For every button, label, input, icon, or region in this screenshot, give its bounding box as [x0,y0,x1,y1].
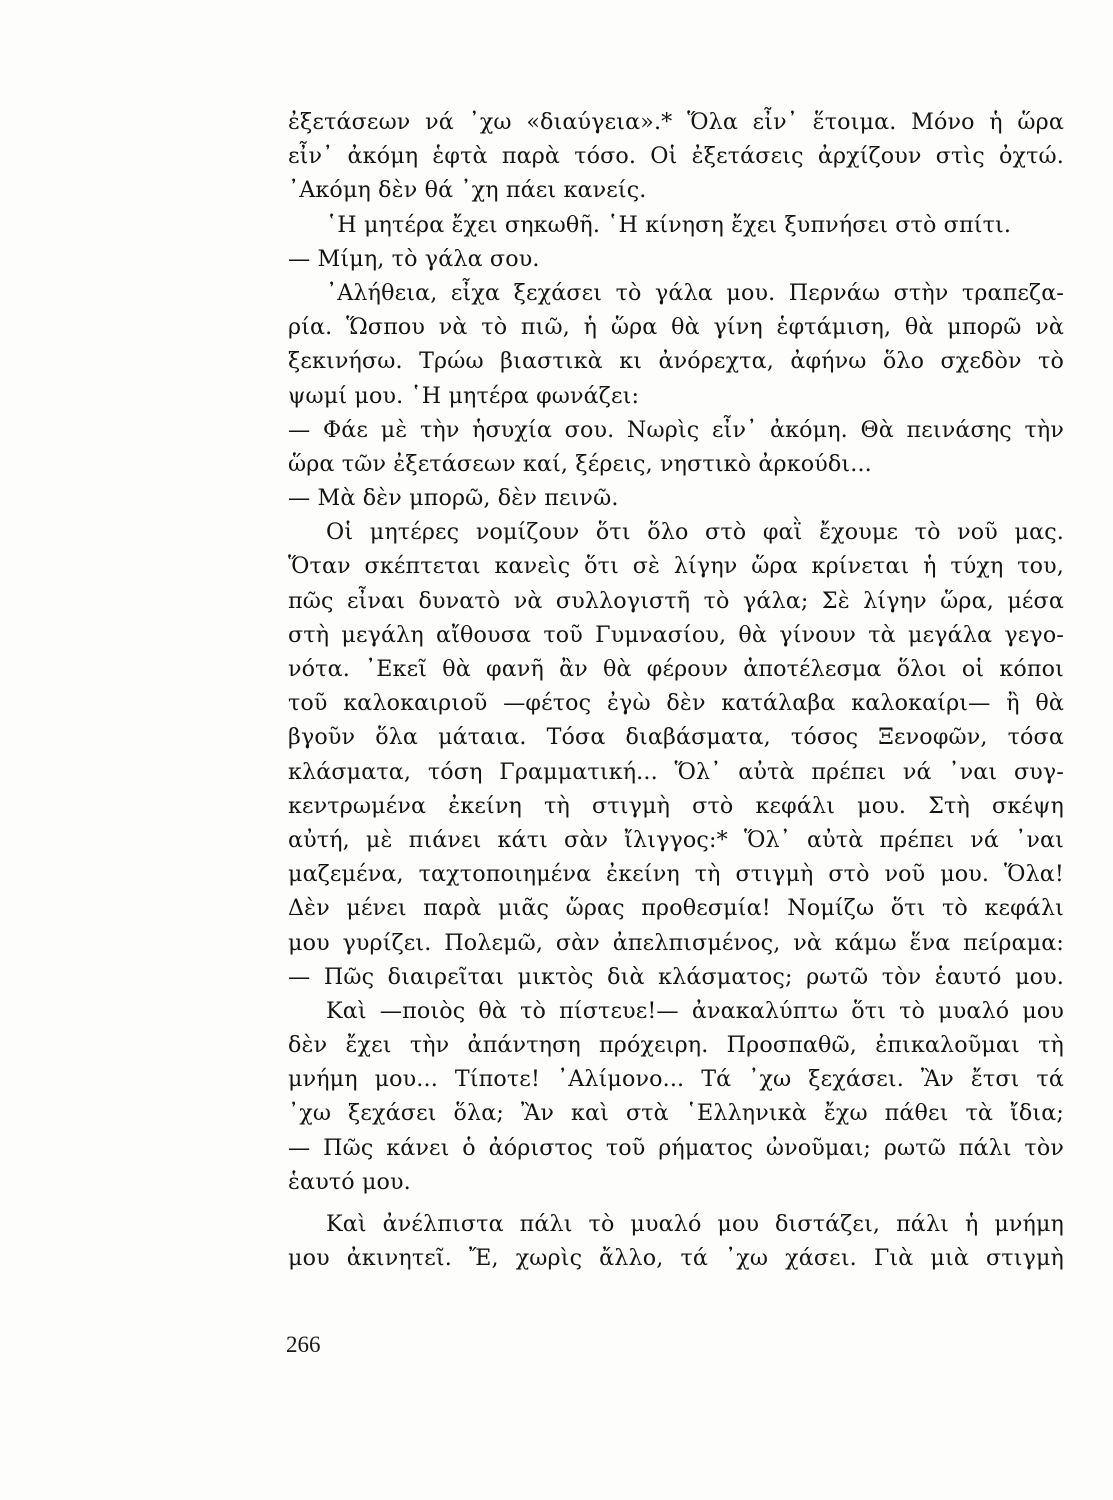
text-line: Καὶ —ποιὸς θὰ τὸ πίστευε!— ἀνακαλύπτω ὅτι τὸ μυαλό μου [326,997,1064,1024]
text-line: μνήμη μου... Τίποτε! ᾿Αλίμονο... Τά ᾿χω ξεχάσει. Ἂν ἔτσι τά [288,1066,1064,1093]
text-line: Οἱ μητέρες νομίζουν ὅτι ὅλο στὸ φαῒ ἔχουμε τὸ νοῦ μας. [326,519,1064,546]
text-line: Ὅταν σκέπτεται κανεὶς ὅτι σὲ λίγην ὥρα κρίνεται ἡ τύχη του, [288,553,1064,580]
text-line: ᾿Αλήθεια, εἶχα ξεχάσει τὸ γάλα μου. Περνάω στὴν τραπεζα- [326,279,1064,306]
text-line: βγοῦν ὅλα μάταια. Τόσα διαβάσματα, τόσος Ξενοφῶν, τόσα [288,724,1064,751]
text-line: αὐτή, μὲ πιάνει κάτι σὰν ἴλιγγος:* Ὅλ᾿ αὐτὰ πρέπει νά ᾿ναι [288,826,1064,853]
text-line: Δὲν μένει παρὰ μιᾶς ὥρας προθεσμία! Νομίζω ὅτι τὸ κεφάλι [288,895,1064,922]
text-line: μου ἀκινητεῖ. Ἔ, χωρὶς ἄλλο, τά ᾿χω χάσει. Γιὰ μιὰ στιγμὴ [288,1245,1064,1272]
text-line: ὥρα τῶν ἐξετάσεων καί, ξέρεις, νηστικὸ ἀρκούδι... [288,450,872,477]
page-number: 266 [286,1332,321,1357]
text-line: κλάσματα, τόση Γραμματική... Ὅλ᾿ αὐτὰ πρέπει νά ᾿ναι συγ- [288,758,1064,785]
text-line: ῾Η μητέρα ἔχει σηκωθῆ. ῾Η κίνηση ἔχει ξυπνήσει στὸ σπίτι. [326,211,1012,238]
text-line: μου γυρίζει. Πολεμῶ, σὰν ἀπελπισμένος, νὰ κάμω ἕνα πείραμα: [288,929,1064,956]
text-line: εἶν᾿ ἀκόμη ἑφτὰ παρὰ τόσο. Οἱ ἐξετάσεις ἀρχίζουν στὶς ὀχτώ. [288,143,1064,170]
text-line: ψωμί μου. ῾Η μητέρα φωνάζει: [288,382,640,409]
text-line: ᾿Ακόμη δὲν θά ᾿χη πάει κανείς. [288,177,647,204]
text-line: ᾿χω ξεχάσει ὅλα; Ἂν καὶ στὰ ῾Ελληνικὰ ἔχω πάθει τὰ ἴδια; [288,1100,1064,1127]
text-line: πῶς εἶναι δυνατὸ νὰ συλλογιστῆ τὸ γάλα; Σὲ λίγην ὥρα, μέσα [288,587,1064,614]
text-line: δὲν ἔχει τὴν ἀπάντηση πρόχειρη. Προσπαθῶ, ἐπικαλοῦμαι τὴ [288,1032,1064,1059]
text-line: — Πῶς διαιρεῖται μικτὸς διὰ κλάσματος; ρωτῶ τὸν ἑαυτό μου. [288,963,1064,990]
text-line: ξεκινήσω. Τρώω βιαστικὰ κι ἀνόρεχτα, ἀφήνω ὅλο σχεδὸν τὸ [288,348,1064,375]
text-line: Καὶ ἀνέλπιστα πάλι τὸ μυαλό μου διστάζει, πάλι ἡ μνήμη [326,1211,1064,1237]
text-line: τοῦ καλοκαιριοῦ —φέτος ἐγὼ δὲν κατάλαβα καλοκαίρι— ἢ θὰ [288,690,1064,717]
text-line: ἐξετάσεων νά ᾿χω «διαύγεια».* Ὅλα εἶν᾿ ἕτοιμα. Μόνο ἡ ὥρα [288,109,1064,135]
text-line: νότα. ᾿Εκεῖ θὰ φανῆ ἂν θὰ φέρουν ἀποτέλεσμα ὅλοι οἱ κόποι [288,656,1064,682]
text-line: στὴ μεγάλη αἴθουσα τοῦ Γυμνασίου, θὰ γίνουν τὰ μεγάλα γεγο- [288,621,1064,648]
text-line: ρία. Ὥσπου νὰ τὸ πιῶ, ἡ ὥρα θὰ γίνη ἑφτάμιση, θὰ μπορῶ νὰ [288,314,1064,341]
body-text [288,105,1064,1275]
text-line: ἑαυτό μου. [288,1168,411,1195]
text-line: μαζεμένα, ταχτοποιημένα ἐκείνη τὴ στιγμὴ στὸ νοῦ μου. Ὅλα! [288,861,1064,888]
text-line: — Πῶς κάνει ὁ ἀόριστος τοῦ ρήματος ὠνοῦμαι; ρωτῶ πάλι τὸν [288,1134,1064,1161]
text-line: — Μίμη, τὸ γάλα σου. [288,245,540,272]
text-line: — Φάε μὲ τὴν ἡσυχία σου. Νωρὶς εἶν᾿ ἀκόμη. Θὰ πεινάσης τὴν [288,416,1064,443]
text-line: — Μὰ δὲν μπορῶ, δὲν πεινῶ. [288,485,619,512]
text-line: κεντρωμένα ἐκείνη τὴ στιγμὴ στὸ κεφάλι μου. Στὴ σκέψη [288,792,1064,819]
